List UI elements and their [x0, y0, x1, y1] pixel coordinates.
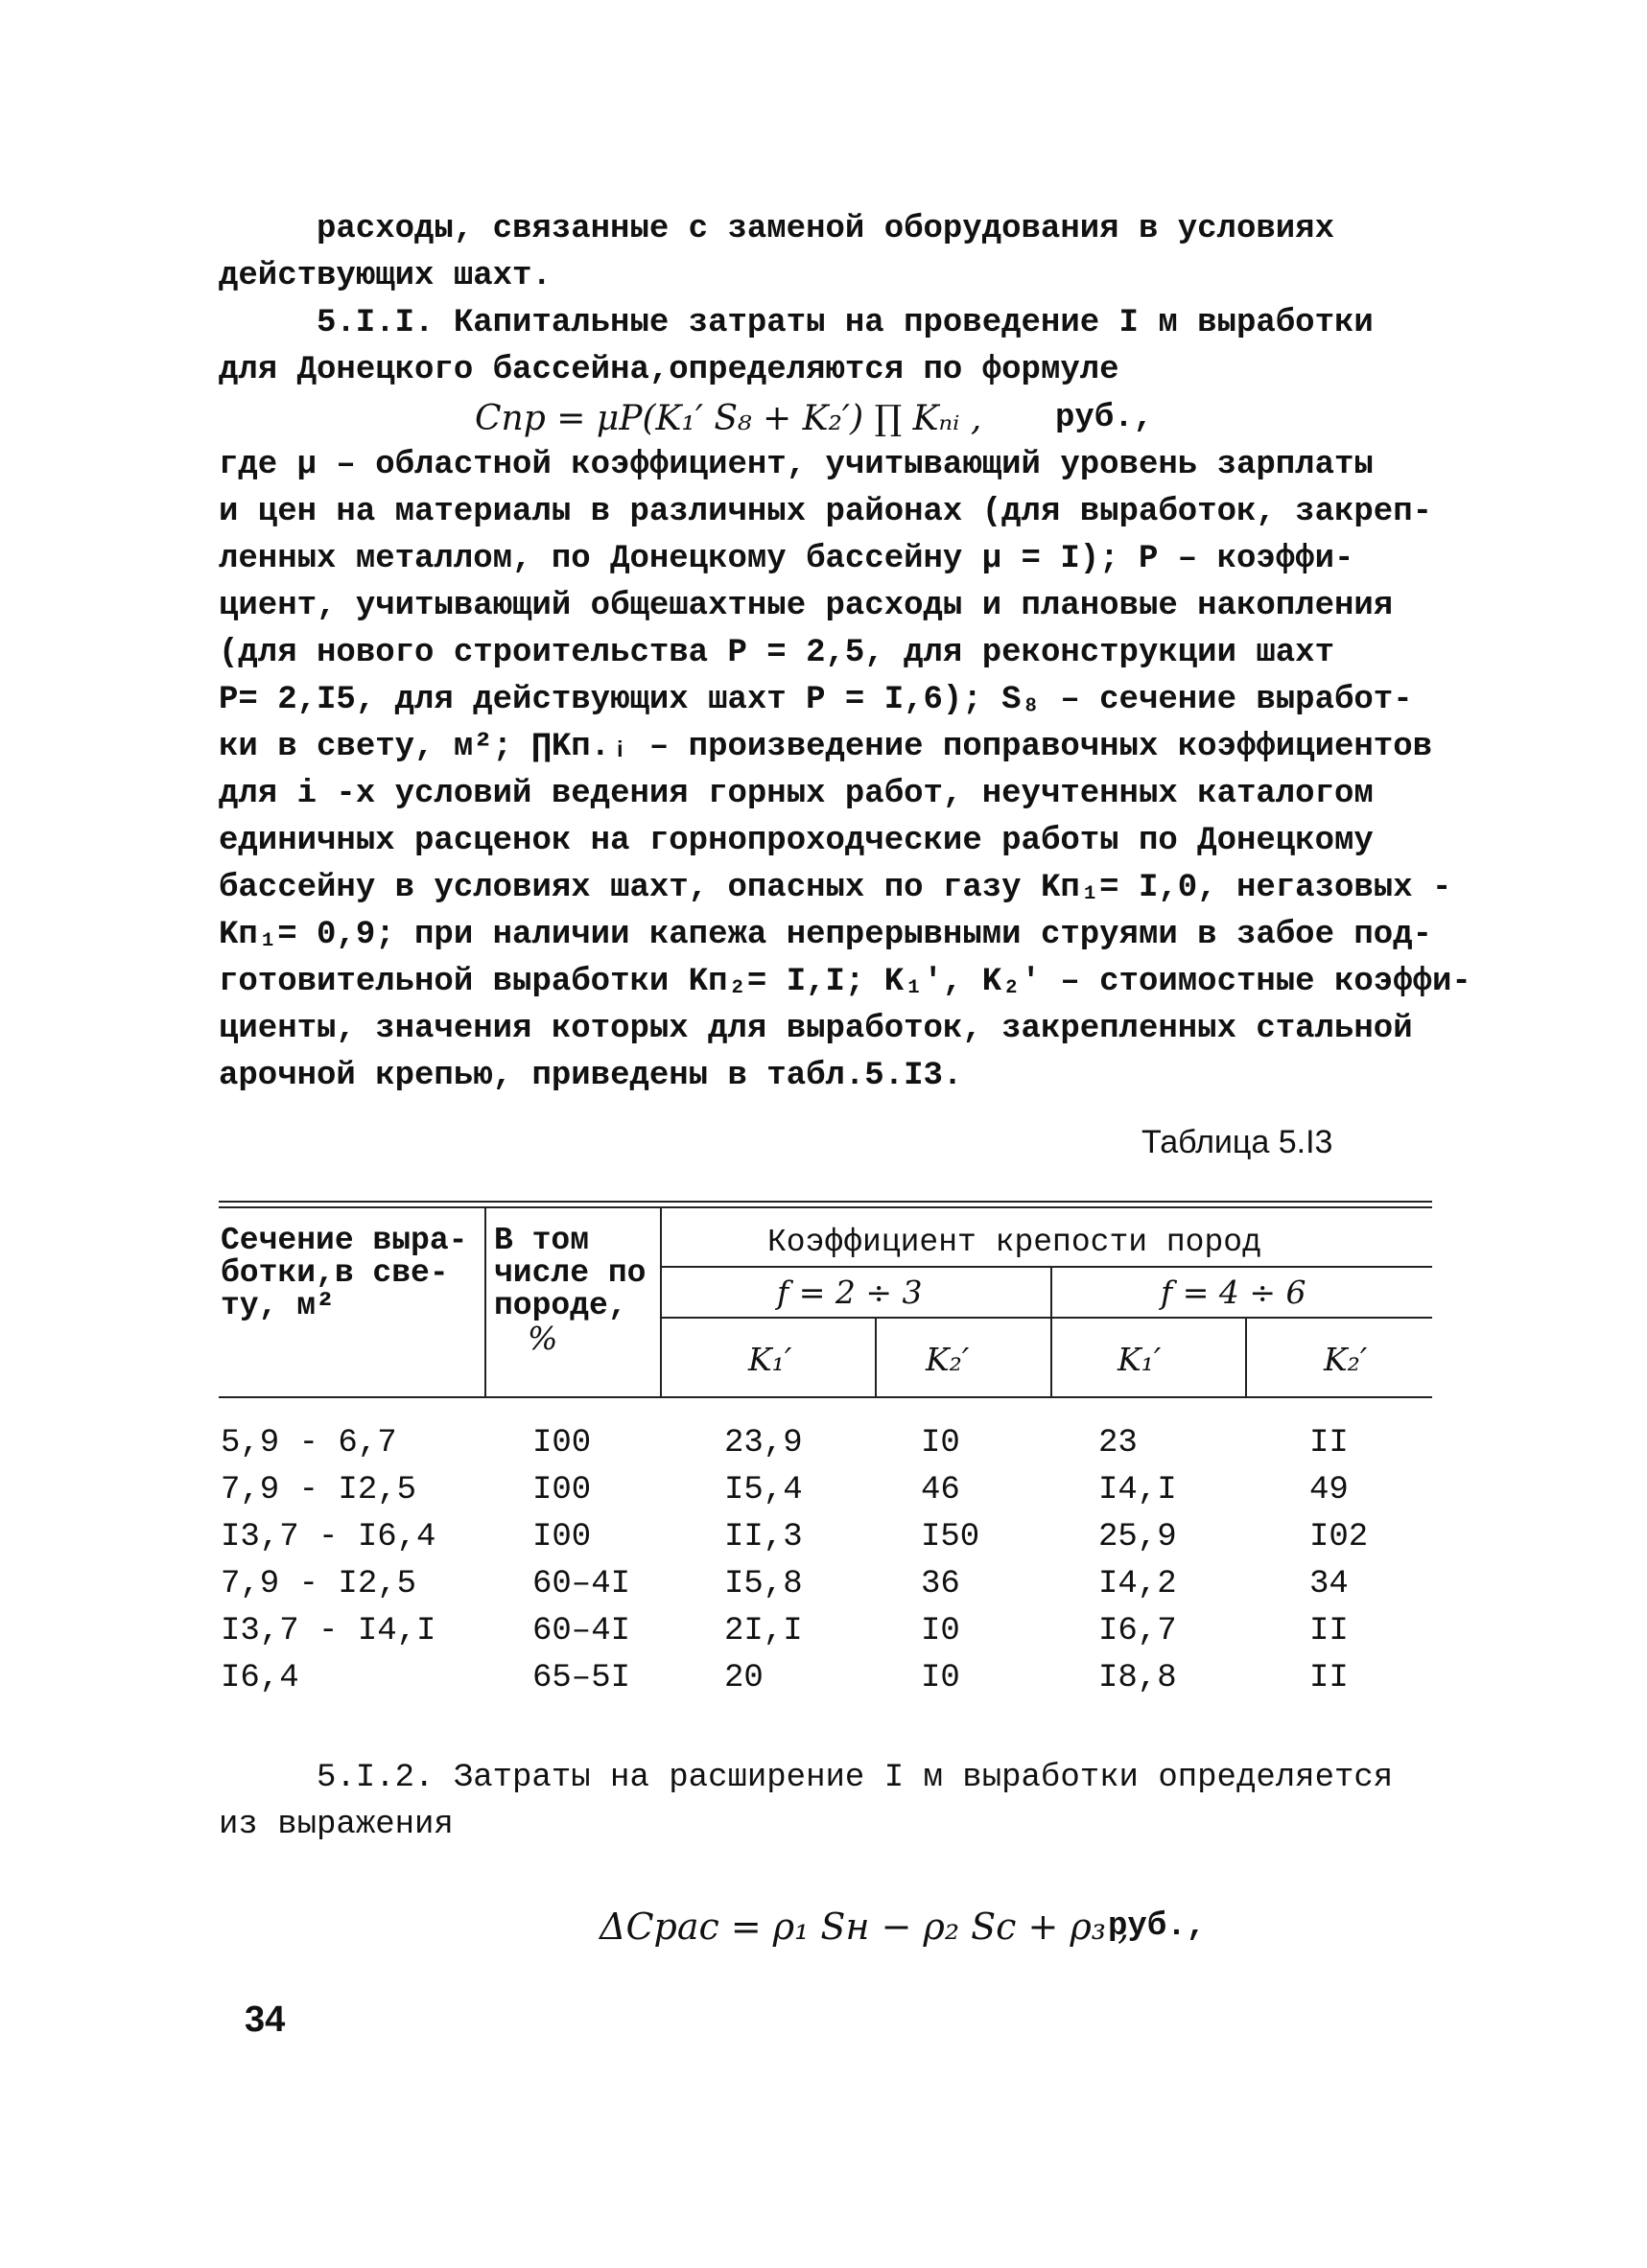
- table-top-rule-2: [219, 1206, 1432, 1208]
- cell-k2-a: 36: [921, 1566, 960, 1602]
- cell-share: I00: [532, 1519, 592, 1555]
- cell-k1-a: 20: [724, 1660, 764, 1696]
- header-share-line: числе по: [494, 1255, 647, 1291]
- header-k1-col-a: K₁′: [748, 1341, 792, 1378]
- table-vrule: [660, 1206, 662, 1396]
- explanation-line: бассейну в условиях шахт, опасных по газу Kп₁= I,0, негазовых -: [219, 870, 1452, 906]
- page-number: 34: [245, 1999, 286, 2040]
- cell-k1-b: I4,2: [1098, 1566, 1177, 1602]
- cell-k1-b: I6,7: [1098, 1613, 1177, 1649]
- explanation-line: циенты, значения которых для выработок, закрепленных стальной: [219, 1011, 1413, 1047]
- cell-k2-a: I0: [921, 1613, 960, 1649]
- explanation-line: и цен на материалы в различных районах (для выработок, закреп-: [219, 494, 1433, 530]
- cell-k1-a: I5,8: [724, 1566, 803, 1602]
- explanation-line: циент, учитывающий общешахтные расходы и плановые накопления: [219, 588, 1394, 624]
- cell-k2-b: I02: [1309, 1519, 1369, 1555]
- cell-section: I3,7 - I4,I: [221, 1613, 436, 1649]
- cell-k2-b: 49: [1309, 1472, 1349, 1508]
- section-511-line-2: для Донецкого бассейна,определяются по формуле: [219, 352, 1119, 388]
- cell-k2-a: I0: [921, 1660, 960, 1696]
- header-section-line: ботки,в све-: [221, 1255, 449, 1291]
- header-sub-range-2: f = 4 ÷ 6: [1161, 1274, 1306, 1311]
- cell-k2-a: I50: [921, 1519, 980, 1555]
- table-top-rule: [219, 1201, 1432, 1203]
- table-vrule: [1050, 1268, 1052, 1396]
- section-511-line-1: 5.I.I. Капитальные затраты на проведение I м выработки: [317, 305, 1374, 341]
- cell-k1-b: I8,8: [1098, 1660, 1177, 1696]
- cell-k2-b: 34: [1309, 1566, 1349, 1602]
- cell-share: I00: [532, 1472, 592, 1508]
- header-k1-col-b: K₁′: [1118, 1341, 1162, 1378]
- header-k2-col-b: K₂′: [1324, 1341, 1368, 1378]
- cell-share: I00: [532, 1425, 592, 1461]
- header-sub-range-1: f = 2 ÷ 3: [777, 1274, 923, 1311]
- cell-k2-a: 46: [921, 1472, 960, 1508]
- cell-share: 60–4I: [532, 1613, 631, 1649]
- cell-k1-a: I5,4: [724, 1472, 803, 1508]
- table-header-bottom-rule: [219, 1396, 1432, 1398]
- table-vrule: [875, 1319, 877, 1396]
- explanation-line: Kп₁= 0,9; при наличии капежа непрерывными струями в забое под-: [219, 917, 1433, 953]
- table-caption: Таблица 5.I3: [1141, 1124, 1333, 1160]
- cell-k1-a: II,3: [724, 1519, 803, 1555]
- section-512-line-2: из выражения: [219, 1807, 454, 1843]
- cell-section: 5,9 - 6,7: [221, 1425, 397, 1461]
- cell-section: I6,4: [221, 1660, 299, 1696]
- explanation-line: где μ – областной коэффициент, учитывающий уровень зарплаты: [219, 447, 1374, 483]
- cell-k1-b: 23: [1098, 1425, 1138, 1461]
- header-k2-col-a: K₂′: [926, 1341, 970, 1378]
- cell-section: 7,9 - I2,5: [221, 1472, 417, 1508]
- section-512-line-1: 5.I.2. Затраты на расширение I м выработки определяется: [317, 1760, 1394, 1796]
- explanation-line: готовительной выработки Kп₂= I,I; K₁′, K₂′ – стоимостные коэффи-: [219, 964, 1471, 1000]
- cell-k1-b: I4,I: [1098, 1472, 1177, 1508]
- cell-k1-a: 2I,I: [724, 1613, 803, 1649]
- table-vrule: [484, 1206, 486, 1396]
- formula-capital-costs: Cпр = μP(K₁′ S₈ + K₂′) ∏ Kₙᵢ ,: [475, 399, 982, 438]
- cell-share: 60–4I: [532, 1566, 631, 1602]
- formula-expansion-costs: ΔCрас = ρ₁ Sн − ρ₂ Sc + ρ₃ ,: [600, 1906, 1130, 1948]
- cell-share: 65–5I: [532, 1660, 631, 1696]
- header-section-line: ту, м²: [221, 1288, 335, 1323]
- table-group-rule: [662, 1266, 1432, 1268]
- header-section-line: Сечение выра-: [221, 1223, 468, 1258]
- cell-section: I3,7 - I6,4: [221, 1519, 436, 1555]
- header-share-line: %: [528, 1320, 558, 1357]
- explanation-line: (для нового строительства P = 2,5, для реконструкции шахт: [219, 635, 1334, 671]
- cell-k1-a: 23,9: [724, 1425, 803, 1461]
- header-group-label: Коэффициент крепости пород: [767, 1225, 1261, 1260]
- formula-capital-costs-unit: руб.,: [1055, 400, 1154, 436]
- explanation-line: для i -х условий ведения горных работ, неучтенных каталогом: [219, 776, 1374, 812]
- header-share-line: В том: [494, 1223, 590, 1258]
- explanation-line: единичных расценок на горнопроходческие работы по Донецкому: [219, 823, 1374, 859]
- cell-k2-b: II: [1309, 1613, 1349, 1649]
- table-sub-rule: [662, 1317, 1432, 1319]
- cell-k1-b: 25,9: [1098, 1519, 1177, 1555]
- intro-line-2: действующих шахт.: [219, 258, 552, 294]
- explanation-line: P= 2,I5, для действующих шахт P = I,6); S₈ – сечение выработ-: [219, 682, 1413, 718]
- cell-k2-a: I0: [921, 1425, 960, 1461]
- cell-k2-b: II: [1309, 1425, 1349, 1461]
- explanation-line: ленных металлом, по Донецкому бассейну μ = I); P – коэффи-: [219, 541, 1354, 577]
- intro-line-1: расходы, связанные с заменой оборудования в условиях: [317, 211, 1334, 247]
- cell-k2-b: II: [1309, 1660, 1349, 1696]
- header-share-line: породе,: [494, 1288, 627, 1323]
- cell-section: 7,9 - I2,5: [221, 1566, 417, 1602]
- formula-expansion-costs-unit: руб.,: [1108, 1908, 1207, 1945]
- explanation-line: арочной крепью, приведены в табл.5.I3.: [219, 1058, 963, 1094]
- explanation-line: ки в свету, м²; ∏Kп.ᵢ – произведение поправочных коэффициентов: [219, 729, 1433, 765]
- table-vrule: [1245, 1319, 1247, 1396]
